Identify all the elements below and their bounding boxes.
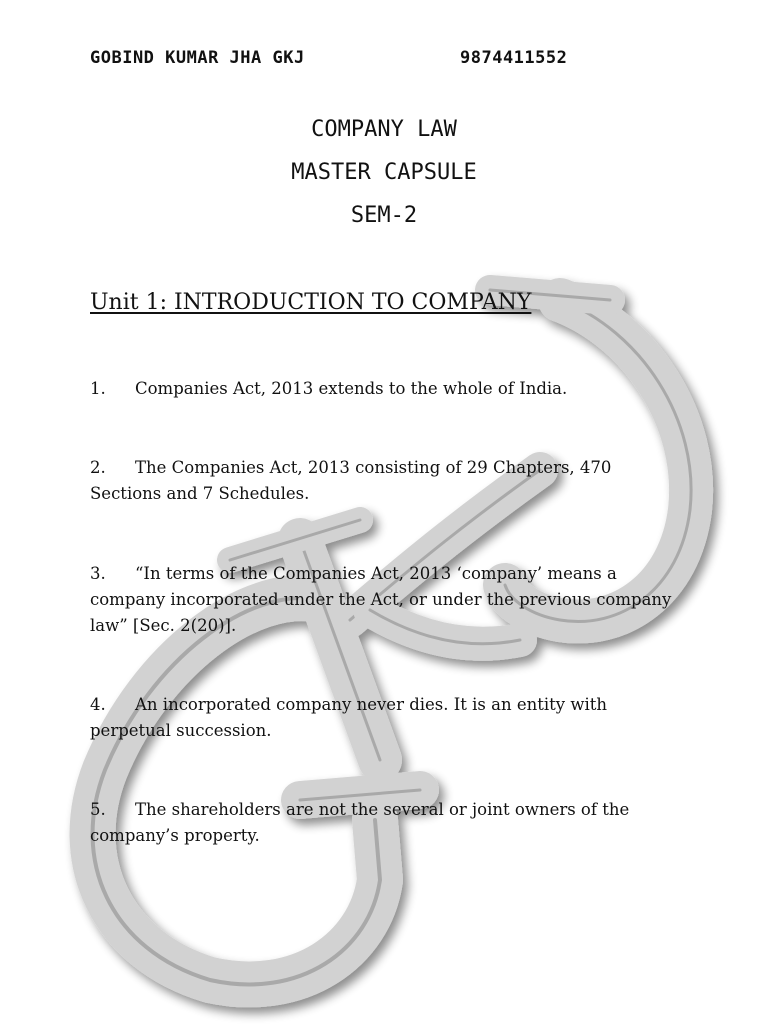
unit-heading: Unit 1: INTRODUCTION TO COMPANY [90,290,532,315]
item-text: Companies Act, 2013 extends to the whole of India. [135,379,568,398]
item-number: 3. [90,564,106,583]
document-title [0,108,768,237]
phone-number: 9874411552 [460,48,568,68]
list-item [90,455,680,507]
title-line-1: COMPANY LAW [311,117,457,142]
list-item [90,797,680,849]
list-item [90,376,680,402]
author-name: GOBIND KUMAR JHA GKJ [90,48,305,68]
title-line-3: SEM-2 [350,203,418,228]
title-line-2: MASTER CAPSULE [291,160,477,185]
item-number: 2. [90,458,106,477]
list-item [90,561,680,639]
item-text: The shareholders are not the several or joint owners of the company’s property. [90,800,630,845]
item-text: “In terms of the Companies Act, 2013 ‘company’ means a company incorporated under the Act, or under the previous company law” [Sec. 2(20)]. [90,564,672,635]
list-item [90,692,680,744]
item-text: The Companies Act, 2013 consisting of 29 Chapters, 470 Sections and 7 Schedules. [90,458,612,503]
item-number: 4. [90,695,106,714]
item-number: 1. [90,379,106,398]
item-number: 5. [90,800,106,819]
item-text: An incorporated company never dies. It is an entity with perpetual succession. [90,695,608,740]
